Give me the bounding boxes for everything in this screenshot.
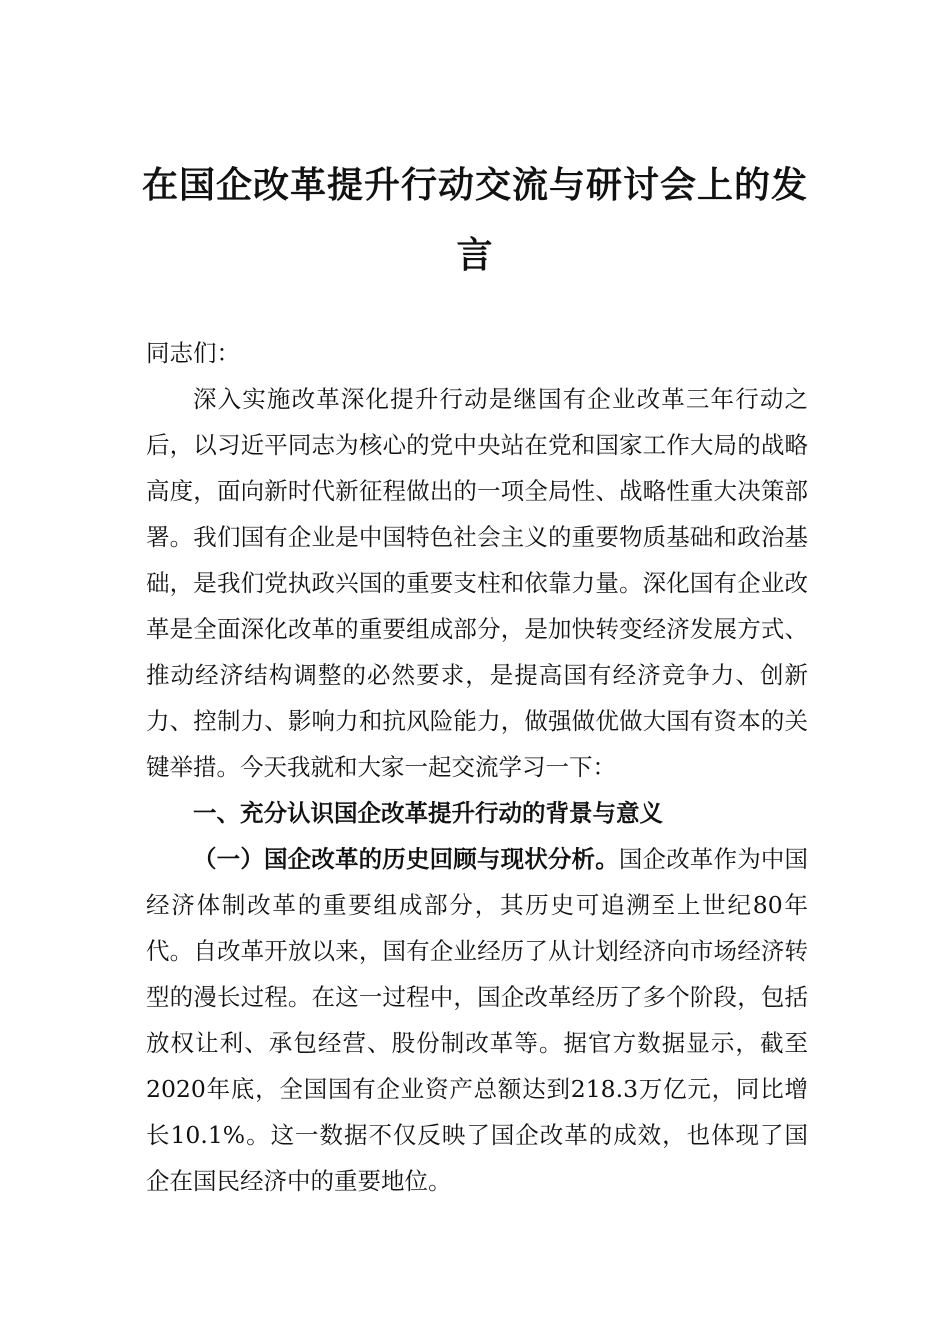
section-heading-1: 一、充分认识国企改革提升行动的背景与意义 xyxy=(193,799,663,827)
document-title: 在国企改革提升行动交流与研讨会上的发言 xyxy=(141,164,808,276)
intro-paragraph: 深入实施改革深化提升行动是继国有企业改革三年行动之后，以习近平同志为核心的党中央站在党和国家工作大局的战略高度，面向新时代新征程做出的一项全局性、战略性重大决策部署。我们国有企业是中国特色社会主义的重要物质基础和政治基础，是我们党执政兴国的重要支柱和依靠力量。深化国有企业改革是全面深化改革的重要组成部分，是加快转变经济发展方式、推动经济结构调整的必然要求，是提高国有经济竞争力、创新力、控制力、影响力和抗风险能力，做强做优做大国有资本的关键举措。今天我就和大家一起交流学习一下： xyxy=(146,385,808,781)
salutation: 同志们： xyxy=(146,339,240,367)
subsection-text-1: 国企改革作为中国经济体制改革的重要组成部分，其历史可追溯至上世纪80年代。自改革开放以来，国有企业经历了从计划经济向市场经济转型的漫长过程。在这一过程中，国企改革经历了多个阶段，包括放权让利、承包经营、股份制改革等。据官方数据显示，截至2020年底，全国国有企业资产总额达到218.3万亿元，同比增长10.1%。这一数据不仅反映了国企改革的成效，也体现了国企在国民经济中的重要地位。 xyxy=(146,845,809,1195)
subsection-heading-1: （一）国企改革的历史回顾与现状分析。 xyxy=(193,845,619,873)
document-body xyxy=(146,330,808,1204)
subsection-paragraph-1 xyxy=(146,836,808,1204)
